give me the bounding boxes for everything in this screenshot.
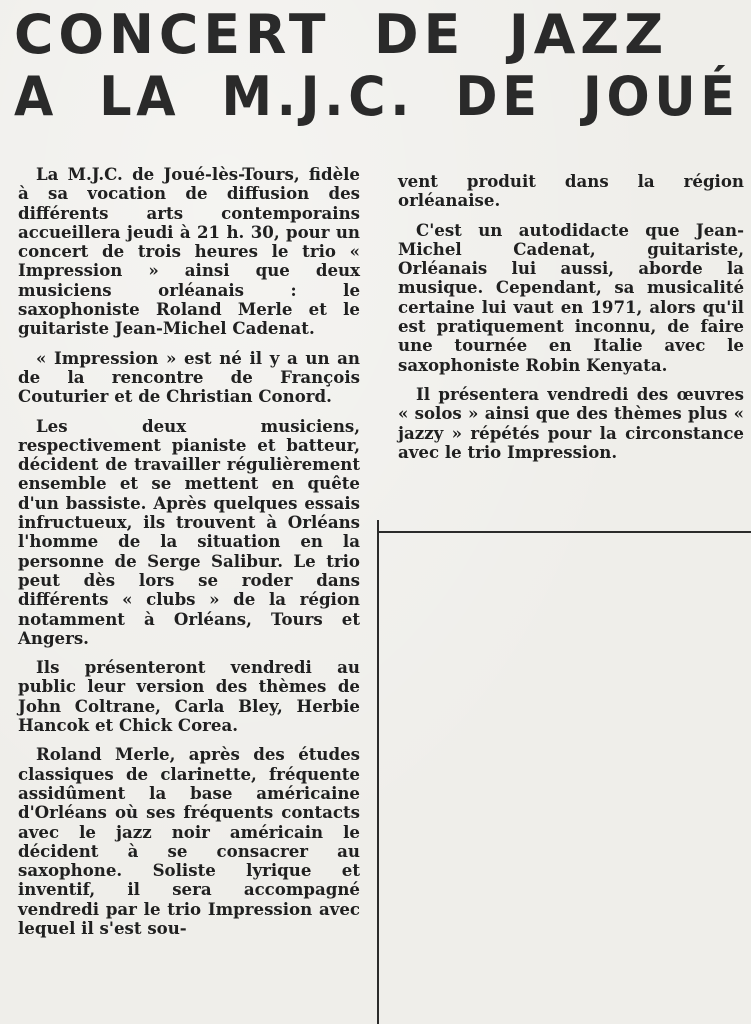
paragraph-friday-program: Il présentera vendredi des œuvres « solos » ainsi que des thèmes plus « jazzy » répétés pour la circonstance avec le trio Impression.	[398, 383, 744, 462]
column-divider	[377, 520, 379, 1024]
article-end-rule	[377, 531, 751, 533]
headline	[14, 2, 744, 130]
paragraph-impression-origin: « Impression » est né il y a un an de la rencontre de François Couturier et de Christian Conord.	[18, 347, 360, 407]
headline-line-1: CONCERT DE JAZZ	[14, 3, 669, 66]
paragraph-repertoire: Ils présenteront vendredi au public leur version des thèmes de John Coltrane, Carla Bley, Herbie Hancok et Chick Corea.	[18, 657, 360, 736]
paragraph-continuation: vent produit dans la région orléanaise.	[398, 171, 744, 211]
article-column-left	[18, 165, 360, 948]
headline-line-2: A LA M.J.C. DE JOUÉ	[14, 65, 740, 128]
paragraph-trio-formation: Les deux musiciens, respectivement pianiste et batteur, décident de travailler régulièrement ensemble et se mettent en quête d'un bassiste. Après quelques essais infructueux, ils trouvent à Orléans l'homme de la situation en la personne de Serge Salibur. Le trio peut dès lors se roder dans différents « clubs » de la région notamment à Orléans, Tours et Angers.	[18, 415, 360, 648]
paragraph-intro: La M.J.C. de Joué-lès-Tours, fidèle à sa vocation de diffusion des différents arts contemporains accueillera jeudi à 21 h. 30, pour un concert de trois heures le trio « Impression » ainsi que deux musiciens orléanais : le saxophoniste Roland Merle et le guitariste Jean-Michel Cadenat.	[18, 164, 360, 339]
paragraph-jean-michel-cadenat: C'est un autodidacte que Jean-Michel Cadenat, guitariste, Orléanais lui aussi, aborde la musique. Cependant, sa musicalité certaine lui vaut en 1971, alors qu'il est pratiquement inconnu, de faire une tournée en Italie avec le saxophoniste Robin Kenyata.	[398, 219, 744, 375]
paragraph-roland-merle: Roland Merle, après des études classiques de clarinette, fréquente assidûment la base américaine d'Orléans où ses fréquents contacts avec le jazz noir américain le décident à se consacrer au saxophone. Soliste lyrique et inventif, il sera accompagné vendredi par le trio Impression avec lequel il s'est sou-	[18, 744, 360, 938]
article-column-right	[398, 172, 744, 472]
